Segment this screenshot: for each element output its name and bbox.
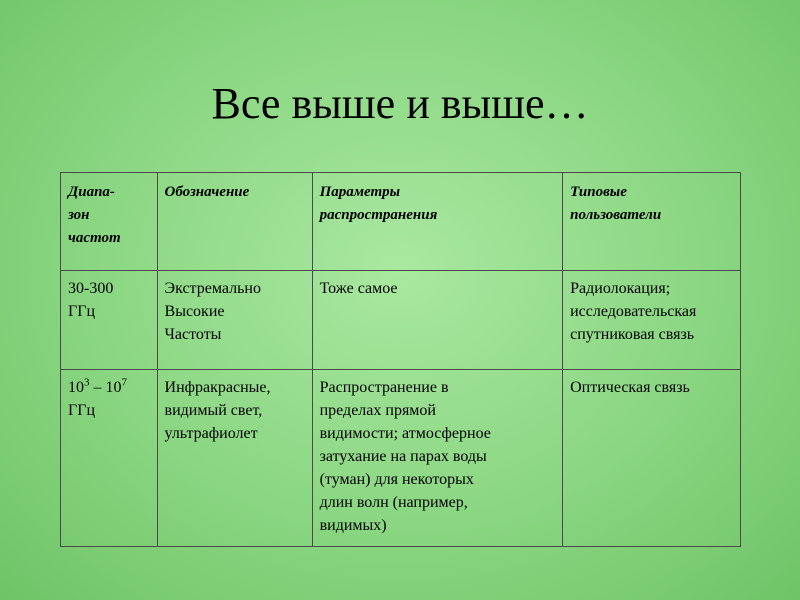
table-row [61, 271, 741, 370]
cell-propagation: Тоже самое [312, 271, 563, 370]
cell-range: $10^3 - 10^7$ ГГц [61, 370, 158, 547]
cell-users: Радиолокация; исследовательская спутниковая связь [563, 271, 741, 370]
cell-range: 30-300 ГГц [61, 271, 158, 370]
header-frequency-range: Диапа- зон частот [61, 173, 158, 271]
header-typical-users: Типовые пользователи [563, 173, 741, 271]
cell-propagation: Распространение в пределах прямой видимости; атмосферное затухание на парах воды (туман) для некоторых длин волн (например, видимых) [312, 370, 563, 547]
slide-title: Все выше и выше… [211, 79, 589, 128]
cell-designation: Экстремально Высокие Частоты [157, 271, 312, 370]
cell-users: Оптическая связь [563, 370, 741, 547]
header-designation: Обозначение [157, 173, 312, 271]
table-header-row [61, 173, 741, 271]
table-row [61, 370, 741, 547]
cell-designation: Инфракрасные, видимый свет, ультрафиолет [157, 370, 312, 547]
header-propagation: Параметры распространения [312, 173, 563, 271]
frequency-table [60, 172, 741, 547]
